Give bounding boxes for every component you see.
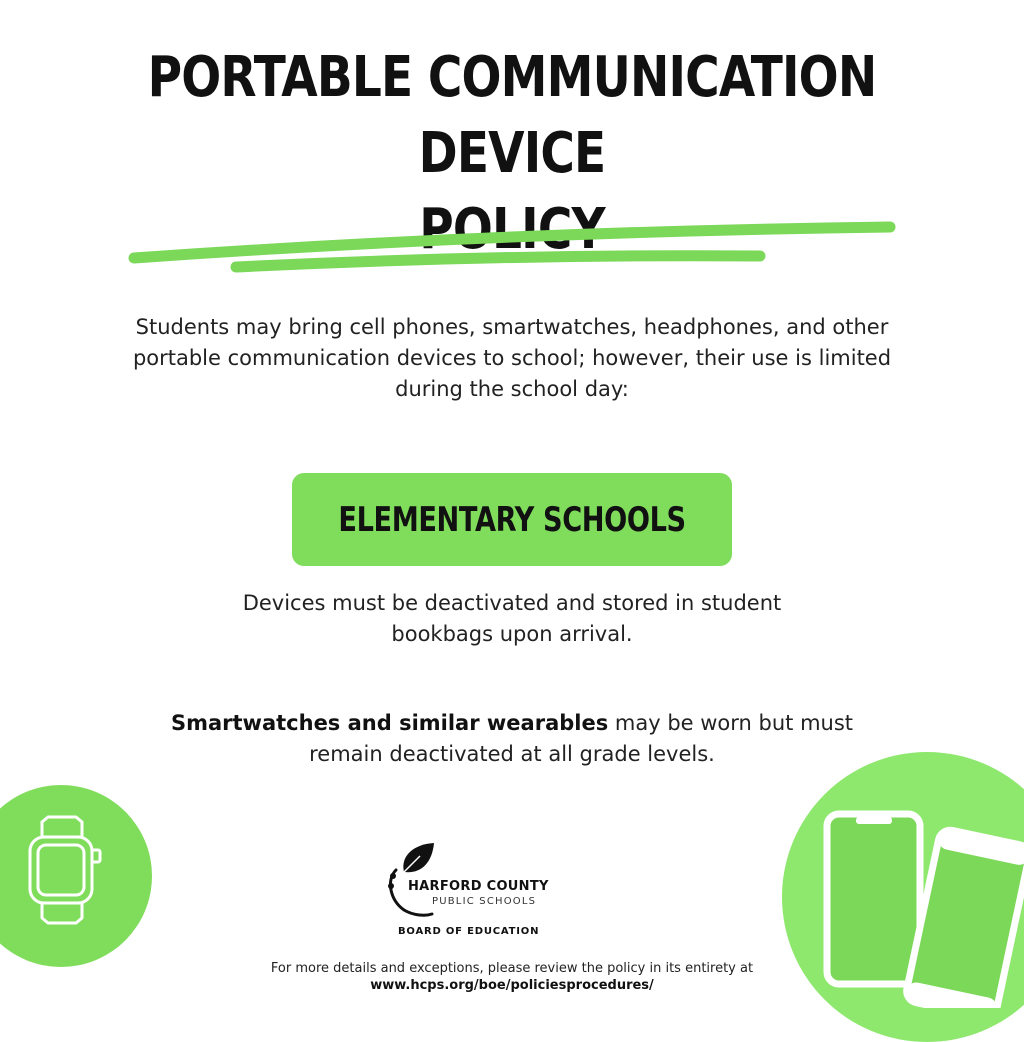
- wearables-note: [140, 708, 884, 770]
- footer-url[interactable]: www.hcps.org/boe/policiesprocedures/: [370, 978, 654, 993]
- logo-subtitle: PUBLIC SCHOOLS: [432, 896, 537, 907]
- logo-name: HARFORD COUNTY: [408, 879, 549, 894]
- wearables-bold: Smartwatches and similar wearables: [170, 711, 609, 735]
- title-line-2: POLICY: [419, 197, 605, 262]
- logo-board: BOARD OF EDUCATION: [398, 926, 540, 937]
- title-line-1: PORTABLE COMMUNICATION DEVICE: [147, 45, 877, 186]
- section-badge-label: ELEMENTARY SCHOOLS: [338, 499, 686, 540]
- elementary-rule-text: Devices must be deactivated and stored in student bookbags upon arrival.: [242, 591, 782, 646]
- smartwatch-icon: [26, 812, 106, 928]
- intro-text: Students may bring cell phones, smartwatches, headphones, and other portable communication devices to school; however, their use is limited during the school day:: [132, 315, 892, 401]
- section-badge-elementary: [292, 473, 732, 566]
- title-underline-decoration: [0, 210, 1024, 280]
- wearables-rest: may be worn but must remain deactivated at all grade levels.: [309, 711, 854, 766]
- footer-note: For more details and exceptions, please review the policy in its entirety at: [270, 961, 754, 976]
- underline-stroke-bottom: [236, 256, 760, 267]
